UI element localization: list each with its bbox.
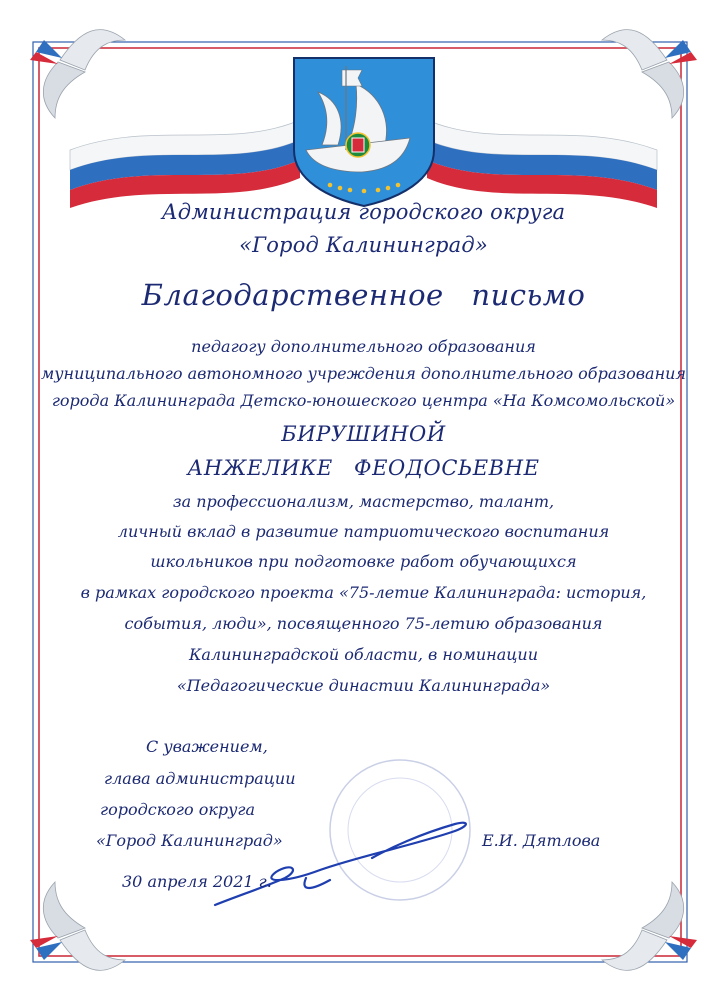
- signer-position-line-2: городского округа: [100, 800, 256, 819]
- reason-line: Калининградской области, в номинации: [188, 645, 539, 664]
- recipient-surname: БИРУШИНОЙ: [281, 422, 446, 446]
- official-stamp: [330, 760, 470, 900]
- reason-line: события, люди», посвященного 75-летию образования: [124, 614, 603, 633]
- corner-ribbon-top-left: [30, 30, 125, 118]
- signer-position-line-1: глава администрации: [104, 769, 296, 788]
- recipient-line-2: муниципального автономного учреждения дополнительного образования: [41, 364, 686, 383]
- recipient-line-3: города Калининграда Детско-юношеского центра «На Комсомольской»: [51, 391, 676, 410]
- closing-greeting: С уважением,: [146, 737, 268, 756]
- recipient-given-names: АНЖЕЛИКЕ ФЕОДОСЬЕВНЕ: [187, 456, 540, 480]
- reason-line: личный вклад в развитие патриотического воспитания: [117, 522, 610, 541]
- reason-line: в рамках городского проекта «75-летие Калининграда: история,: [80, 583, 647, 602]
- corner-ribbon-bottom-right: [602, 882, 697, 970]
- reason-line: школьников при подготовке работ обучающихся: [150, 552, 577, 571]
- corner-ribbon-bottom-left: [30, 882, 125, 970]
- recipient-line-1: педагогу дополнительного образования: [191, 337, 536, 356]
- corner-ribbon-top-right: [602, 30, 697, 118]
- issuer-line-2: «Город Калининград»: [239, 233, 488, 257]
- reason-line: за профессионализм, мастерство, талант,: [172, 492, 555, 511]
- document-title: Благодарственное письмо: [141, 278, 586, 312]
- signer-name: Е.И. Дятлова: [482, 831, 601, 850]
- signer-position-line-3: «Город Калининград»: [96, 831, 283, 850]
- issue-date: 30 апреля 2021 г.: [122, 872, 272, 891]
- coat-of-arms-icon: [294, 58, 434, 206]
- issuer-line-1: Администрация городского округа: [161, 200, 566, 224]
- reason-line: «Педагогические династии Калининграда»: [176, 676, 551, 695]
